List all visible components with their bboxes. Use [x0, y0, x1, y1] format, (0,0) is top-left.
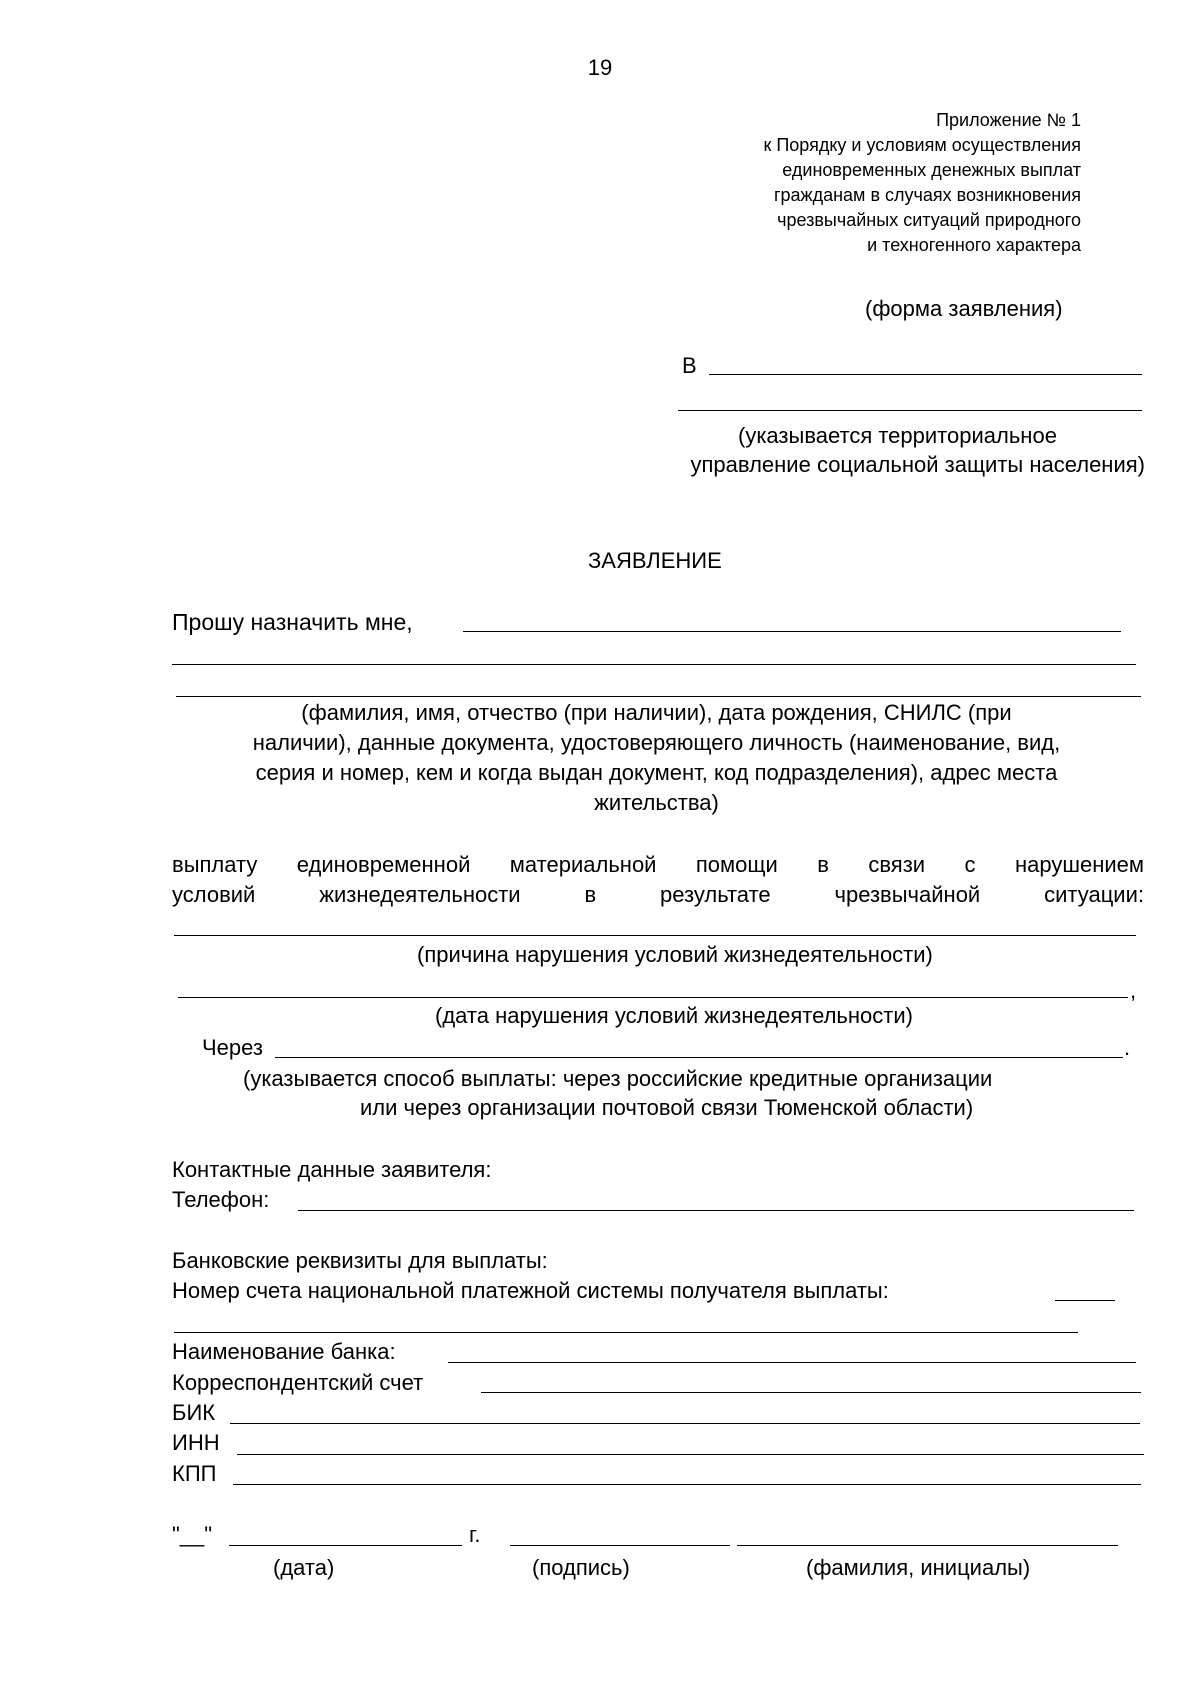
purpose-text-line: условий жизнедеятельности в результате чрезвычайной ситуации:: [172, 882, 1144, 907]
inn-label: ИНН: [172, 1430, 220, 1455]
appendix-line: к Порядку и условиям осуществления: [763, 135, 1081, 155]
via-label: Через: [202, 1035, 263, 1060]
document-title: ЗАЯВЛЕНИЕ: [588, 548, 722, 573]
kpp-field-line[interactable]: [233, 1484, 1141, 1485]
applicant-field-line[interactable]: [463, 631, 1121, 632]
reason-field-line[interactable]: [174, 935, 1136, 936]
page-number: 19: [587, 55, 613, 80]
date-field-line[interactable]: [178, 997, 1128, 998]
appendix-line: единовременных денежных выплат: [782, 160, 1081, 180]
date-hint: (дата нарушения условий жизнедеятельности): [435, 1003, 913, 1028]
bik-field-line[interactable]: [230, 1423, 1140, 1424]
signature-caption: (подпись): [532, 1555, 630, 1580]
full-name-field-line[interactable]: [737, 1545, 1118, 1546]
date-caption: (дата): [273, 1555, 335, 1580]
date-field-comma: ,: [1130, 978, 1137, 1003]
appendix-line: гражданам в случаях возникновения: [773, 185, 1081, 205]
date-sign-field-line[interactable]: [229, 1545, 462, 1546]
addressee-field-line-2[interactable]: [678, 410, 1142, 411]
reason-hint: (причина нарушения условий жизнедеятельности): [417, 942, 933, 967]
applicant-field-line-2[interactable]: [172, 664, 1136, 665]
account-label: Номер счета национальной платежной системы получателя выплаты:: [172, 1278, 889, 1303]
corr-account-field-line[interactable]: [481, 1392, 1141, 1393]
addressee-hint: управление социальной защиты населения): [690, 452, 1145, 477]
name-caption: (фамилия, инициалы): [806, 1555, 1031, 1580]
applicant-field-line-3[interactable]: [176, 696, 1141, 697]
addressee-hint: (указывается территориальное: [738, 423, 1057, 448]
via-hint: или через организации почтовой связи Тюменской области): [360, 1095, 974, 1120]
purpose-text-line: выплату единовременной материальной помощи в связи с нарушением: [172, 852, 1144, 877]
appendix-line: чрезвычайных ситуаций природного: [777, 210, 1081, 230]
addressee-field-line[interactable]: [709, 374, 1142, 375]
appendix-line: Приложение № 1: [936, 110, 1081, 130]
via-hint: (указывается способ выплаты: через российские кредитные организации: [243, 1066, 993, 1091]
phone-field-line[interactable]: [298, 1210, 1134, 1211]
applicant-hint-line: серия и номер, кем и когда выдан документ, код подразделения), адрес места: [255, 760, 1058, 785]
payment-method-period: .: [1124, 1035, 1131, 1060]
appendix-line: и техногенного характера: [867, 235, 1081, 255]
addressee-prefix: В: [682, 353, 697, 378]
request-lead: Прошу назначить мне,: [172, 609, 413, 635]
day-field[interactable]: "__": [172, 1522, 213, 1547]
year-suffix: г.: [469, 1522, 481, 1547]
payment-method-field-line[interactable]: [275, 1057, 1123, 1058]
form-note: (форма заявления): [865, 296, 1063, 321]
kpp-label: КПП: [172, 1461, 217, 1486]
bank-heading: Банковские реквизиты для выплаты:: [172, 1248, 548, 1273]
signature-field-line[interactable]: [510, 1545, 730, 1546]
applicant-hint-line: (фамилия, имя, отчество (при наличии), дата рождения, СНИЛС (при: [301, 700, 1012, 725]
bank-name-field-line[interactable]: [448, 1362, 1136, 1363]
bik-label: БИК: [172, 1400, 216, 1425]
phone-label: Телефон:: [172, 1187, 270, 1212]
account-field-line-2[interactable]: [174, 1332, 1078, 1333]
account-field-line[interactable]: [1055, 1300, 1115, 1301]
corr-account-label: Корреспондентский счет: [172, 1370, 424, 1395]
inn-field-line[interactable]: [237, 1454, 1144, 1455]
bank-name-label: Наименование банка:: [172, 1339, 396, 1364]
applicant-hint-line: жительства): [594, 790, 719, 815]
contacts-heading: Контактные данные заявителя:: [172, 1157, 492, 1182]
applicant-hint-line: наличии), данные документа, удостоверяющего личность (наименование, вид,: [252, 730, 1061, 755]
